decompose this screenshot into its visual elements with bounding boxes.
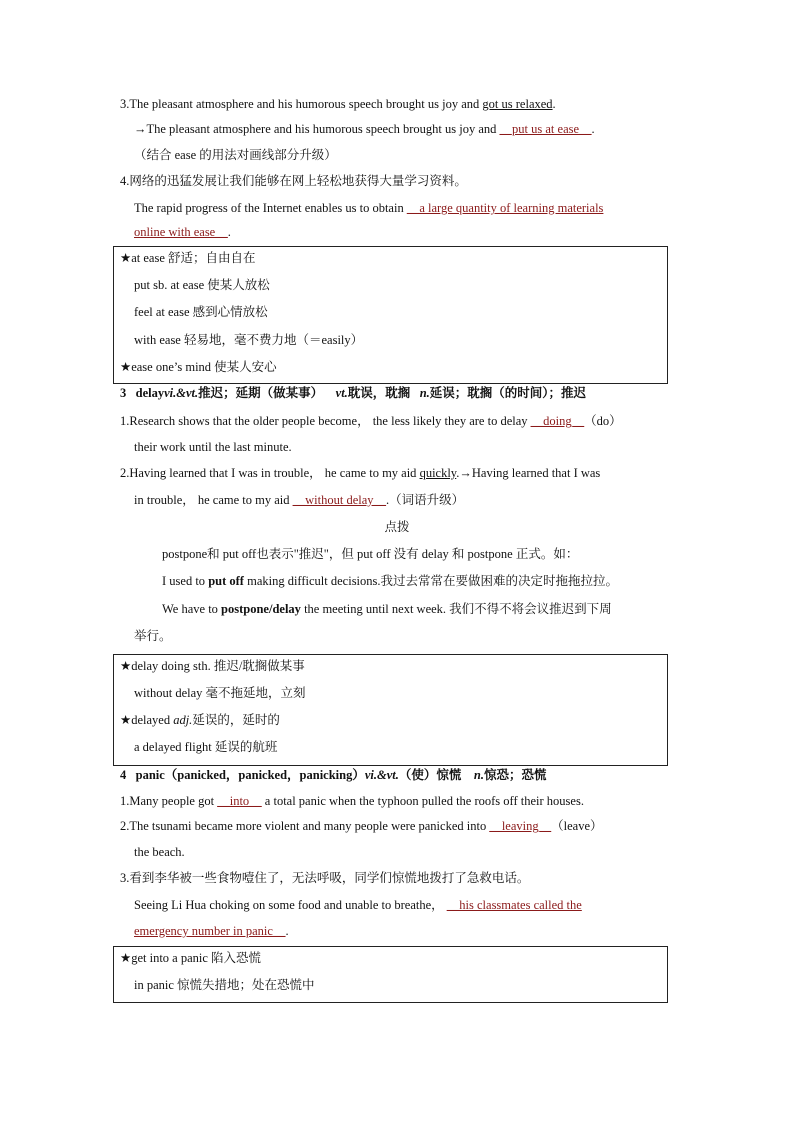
phrase-item: feel at ease 感到心情放松 [134, 305, 268, 319]
ease-phrase-box [113, 246, 668, 384]
tip-line-2: I used to put off making difficult decisions.我过去常常在要做困难的决定时拖拖拉拉。 [162, 574, 619, 588]
phrase-item: ★ease one’s mind 使某人安心 [120, 360, 277, 374]
answer-blank: __leaving__ [489, 819, 552, 833]
panic-exercise-2: 2.The tsunami became more violent and many people were panicked into __leaving__（leave） [120, 819, 603, 833]
delay-exercise-1-cont: their work until the last minute. [134, 440, 292, 454]
tip-line-1: postpone和 put off也表示"推迟"，但 put off 没有 delay 和 postpone 正式。如： [162, 547, 579, 561]
answer-blank-cont: online with ease__ [134, 225, 228, 239]
phrase-item: a delayed flight 延误的航班 [134, 740, 278, 754]
answer-blank: __his classmates called the [446, 898, 582, 912]
tip-title: 点拨 [384, 520, 410, 534]
delay-phrase-box [113, 654, 668, 766]
phrase-item: ★delayed adj.延误的，延时的 [120, 713, 280, 727]
answer-blank: __put us at ease__ [499, 122, 592, 136]
underlined-phrase: got us relaxed [482, 97, 553, 111]
tip-line-3-cont: 举行。 [134, 629, 172, 643]
answer-blank: __into__ [217, 794, 262, 808]
exercise-3-sentence: 3.The pleasant atmosphere and his humorous speech brought us joy and got us relaxed. [120, 97, 556, 111]
underlined-word: quickly [419, 466, 457, 480]
delay-exercise-1: 1.Research shows that the older people become， the less likely they are to delay __doing__（do） [120, 414, 622, 428]
exercise-4-chinese: 4.网络的迅猛发展让我们能够在网上轻松地获得大量学习资料。 [120, 174, 467, 188]
delay-exercise-2-cont: in trouble， he came to my aid __without delay__.（词语升级） [134, 493, 465, 507]
answer-blank: __a large quantity of learning materials [406, 201, 604, 215]
panic-exercise-3-cont: emergency number in panic__. [134, 924, 289, 938]
answer-blank-cont: emergency number in panic__ [134, 924, 286, 938]
phrase-item: ★at ease 舒适；自由自在 [120, 251, 256, 265]
answer-blank: __without delay__ [292, 493, 387, 507]
exercise-3-answer-line: →The pleasant atmosphere and his humorous speech brought us joy and __put us at ease__. [134, 122, 595, 136]
panic-exercise-2-cont: the beach. [134, 845, 185, 859]
phrase-item: in panic 惊慌失措地；处在恐慌中 [134, 978, 315, 992]
exercise-4-sentence: The rapid progress of the Internet enables us to obtain __a large quantity of learning materials [134, 201, 604, 215]
word-heading-panic: 4 panic（panicked，panicked，panicking）vi.&vt.（使）惊慌 n.惊恐；恐慌 [120, 768, 547, 782]
panic-phrase-box [113, 946, 668, 1003]
phrase-item: put sb. at ease 使某人放松 [134, 278, 270, 292]
word-heading-delay: 3 delayvi.&vt.推迟；延期（做某事） vt.耽误，耽搁 n.延误；耽搁（的时间）；推迟 [120, 386, 587, 400]
exercise-4-sentence-cont: online with ease__. [134, 225, 231, 239]
exercise-3-note: （结合 ease 的用法对画线部分升级） [134, 148, 337, 162]
phrase-item: without delay 毫不拖延地，立刻 [134, 686, 306, 700]
panic-exercise-3-chinese: 3.看到李华被一些食物噎住了，无法呼吸，同学们惊慌地拨打了急救电话。 [120, 871, 530, 885]
answer-blank: __doing__ [530, 414, 585, 428]
phrase-item: with ease 轻易地，毫不费力地（＝easily） [134, 333, 364, 347]
tip-line-3: We have to postpone/delay the meeting until next week. 我们不得不将会议推迟到下周 [162, 602, 612, 616]
panic-exercise-3: Seeing Li Hua choking on some food and unable to breathe， __his classmates called the [134, 898, 582, 912]
phrase-item: ★get into a panic 陷入恐慌 [120, 951, 262, 965]
panic-exercise-1: 1.Many people got __into__ a total panic when the typhoon pulled the roofs off their houses. [120, 794, 584, 808]
phrase-item: ★delay doing sth. 推迟/耽搁做某事 [120, 659, 305, 673]
delay-exercise-2: 2.Having learned that I was in trouble， he came to my aid quickly.→Having learned that I was [120, 466, 601, 480]
